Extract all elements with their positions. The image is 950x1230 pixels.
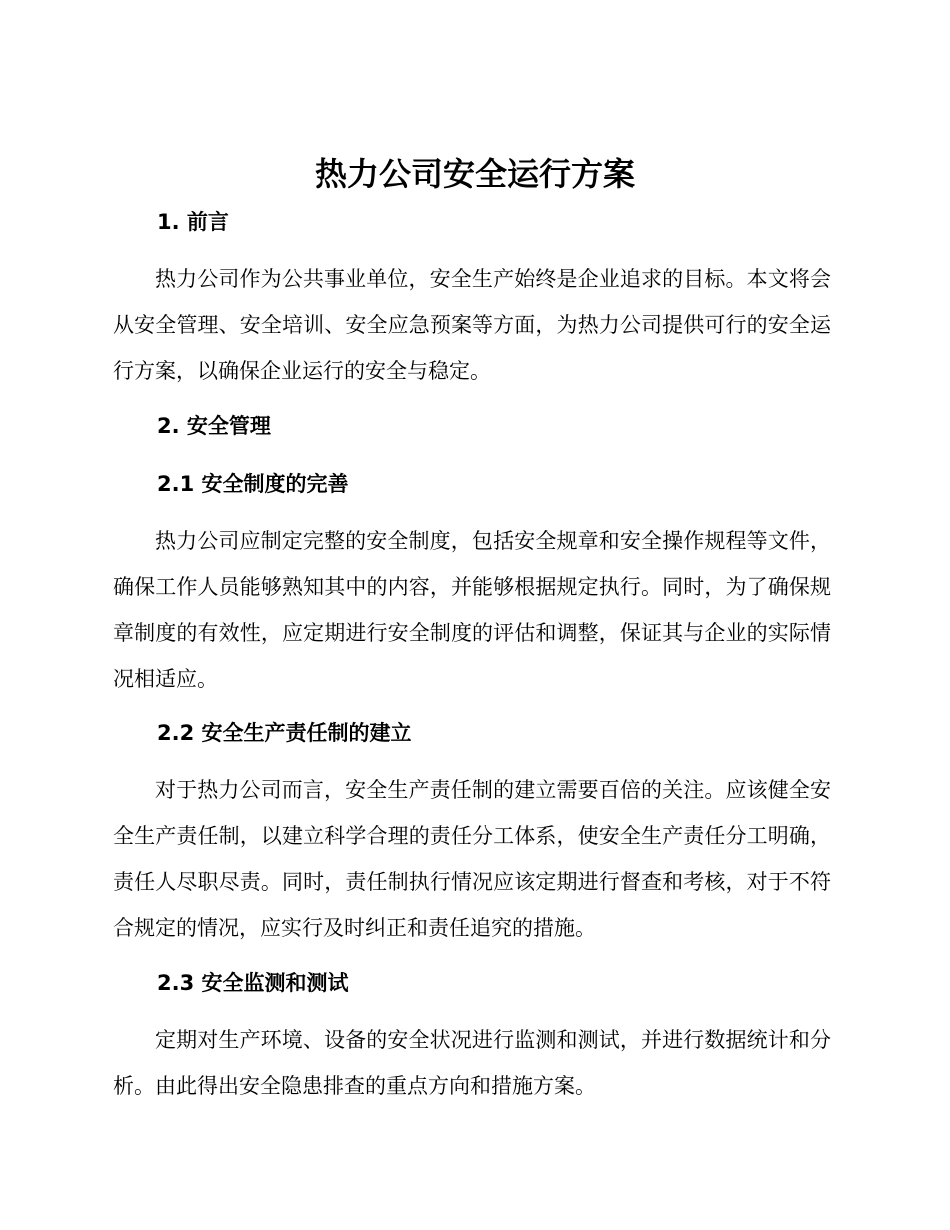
document-title: 热力公司安全运行方案	[314, 155, 635, 193]
section-heading-2-1: 2.1 安全制度的完善	[157, 472, 349, 496]
section-heading-preface: 1. 前言	[157, 210, 229, 234]
section-heading-2-3: 2.3 安全监测和测试	[157, 971, 349, 995]
paragraph-preface: 热力公司作为公共事业单位，安全生产始终是企业追求的目标。本文将会从安全管理、安全培训、安全应急预案等方面，为热力公司提供可行的安全运行方案，以确保企业运行的安全与稳定。	[113, 267, 831, 383]
section-heading-safety-management: 2. 安全管理	[157, 414, 271, 438]
section-heading-2-2: 2.2 安全生产责任制的建立	[157, 721, 412, 745]
paragraph-2-3: 定期对生产环境、设备的安全状况进行监测和测试，并进行数据统计和分析。由此得出安全隐患排查的重点方向和措施方案。	[113, 1028, 831, 1098]
paragraph-2-2: 对于热力公司而言，安全生产责任制的建立需要百倍的关注。应该健全安全生产责任制，以建立科学合理的责任分工体系，使安全生产责任分工明确，责任人尽职尽责。同时，责任制执行情况应该定期进行督查和考核，对于不符合规定的情况，应实行及时纠正和责任追究的措施。	[113, 778, 831, 940]
paragraph-2-1: 热力公司应制定完整的安全制度，包括安全规章和安全操作规程等文件，确保工作人员能够熟知其中的内容，并能够根据规定执行。同时，为了确保规章制度的有效性，应定期进行安全制度的评估和调整，保证其与企业的实际情况相适应。	[113, 529, 831, 691]
